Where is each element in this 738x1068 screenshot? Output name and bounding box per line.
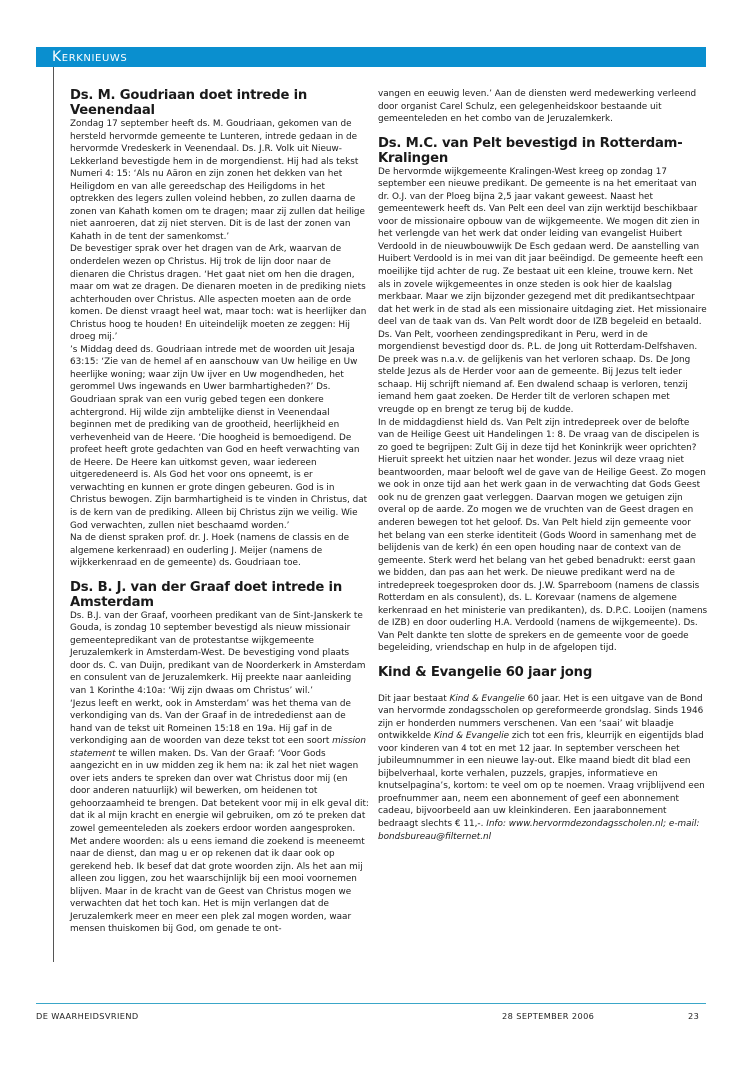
footer-date: 28 SEPTEMBER 2006 [502, 1011, 595, 1021]
article-paragraph: ’s Middag deed ds. Goudriaan intrede met de woorden uit Jesaja 63:15: ‘Zie van de hemel af en aanschouw van Uw heilige en Uw heerlijke woning; waar zijn Uw ijver en Uw mogendheden, het gerommel Uws ingewands en Uwer barmhartigheden?’ Ds. Goudriaan sprak van een vurig gebed tegen een donkere achtergrond. Hij wilde zijn ambtelijke dienst in Veenendaal beginnen met de prediking van de grootheid, heerlijkheid en verhevenheid van de Heere. ‘Die hoogheid is bemoedigend. De profeet heeft grote gedachten van God en heeft verwachting van de Heere. De Heere kan uitkomst geven, waar iedereen uitgeredeneerd is. Als God het voor ons opneemt, is er verwachting en kunnen er grote dingen gebeuren. God is in Christus bewogen. Zijn barmhartigheid is te vinden in Christus, dat is de kern van de prediking. Alleen bij Christus zijn we veilig. Wie God verwachten, zullen niet beschaamd worden.’ [70, 344, 368, 531]
article-text: te willen maken. Ds. Van der Graaf: ‘Voor Gods aangezicht en in uw midden zeg ik hem na: ik zal het niet wagen over iets anders te spreken dan over wat Christus door mij (en door anderen natuurlijk) wil bewerken, om heidenen tot gehoorzaamheid te brengen. Dat betekent voor mij in elk geval dit: dat ik al mijn kracht en energie wil gebruiken, om zó te preken dat zowel gemeenteleden als zoekers erdoor worden aangesproken. Met andere woorden: als u eens iemand die zoekend is meeneemt naar de dienst, dan mag u er op rekenen dat ik daar ook op gerekend heb. Ik besef dat dat grote woorden zijn. Als het aan mij alleen zou liggen, zou het waarschijnlijk bij een mooi voornemen blijven. Maar in de kracht van de Geest van Christus mogen we verwachten dat het toch kan. Het is mijn verlangen dat de Jeruzalemkerk meer en meer een plek zal mogen worden, waar mensen thuiskomen bij God, om genade te ont- [70, 748, 369, 935]
article-goudriaan [70, 88, 370, 570]
article-van-pelt [378, 136, 708, 655]
article-paragraph: Zondag 17 september heeft ds. M. Goudriaan, gekomen van de hersteld hervormde gemeente te Lunteren, intrede gedaan in de hervormde Vredeskerk in Veenendaal. Ds. J.R. Volk uit Nieuw-Lekkerland bevestigde hem in de morgendienst. Hij had als tekst Numeri 4: 15: ‘Als nu Aäron en zijn zonen het dekken van het Heiligdom en van alle gereedschap des Heiligdoms in het optrekken des legers zullen voleind hebben, zo zullen daarna de zonen van Kahath komen om te dragen; maar zij zullen dat heilige niet aanroeren, dat zij niet sterven. Dit is de last der zonen van Kahath in de tent der samenkomst.’ [70, 119, 365, 242]
article-text: ‘Jezus leeft en werkt, ook in Amsterdam’ was het thema van de verkondiging van ds. Van der Graaf in de intrededienst aan de hand van de tekst uit Romeinen 15:18 en 19a. Hij gaf in de verkondiging aan de woorden van deze tekst tot een soort [70, 698, 351, 747]
article-title: Kind & Evangelie 60 jaar jong [378, 664, 593, 680]
article-title: Ds. B. J. van der Graaf doet intrede in Amsterdam [70, 579, 343, 610]
page-number: 23 [688, 1011, 700, 1021]
article-paragraph: In de middagdienst hield ds. Van Pelt zijn intredepreek over de belofte van de Heilige Geest uit Handelingen 1: 8. De vraag van de discipelen is zo goed te begrijpen: Zult Gij in deze tijd het Koninkrijk weer oprichten? Hieruit spreekt het uitzien naar het wonder. Jezus wil deze vraag niet beantwoorden, maar belooft wel de gave van de Heilige Geest. Zo mogen we ook in onze tijd aan het werk gaan in de verwachting dat Gods Geest ook nu de grenzen gaat verleggen. Daarvan mogen we getuigen zijn overal op de aarde. Zo mogen we de vruchten van de Geest dragen en anderen bewegen tot het geloof. Ds. Van Pelt hield zijn gemeente voor het belang van een sterke identiteit (Gods Woord in samenhang met de belijdenis van de kerk) én een open houding naar de context van de gemeente. Sterk werd het belang van het gebed benadrukt: eerst gaan we bidden, dan pas aan het werk. De nieuwe predikant werd na de intredepreek toegesproken door ds. J.W. Sparreboom (namens de classis Rotterdam en als consulent), ds. L. Korevaar (namens de algemene kerkenraad en het ministerie van predikanten), ds. D.P.C. Looijen (namens de IZB) en door ouderling H.A. Verdoold (namens de wijkgemeente). Ds. Van Pelt dankte ten slotte de sprekers en de gemeente voor de goede begeleiding, vriendschap en hulp in de afgelopen tijd. [378, 417, 708, 654]
section-header-bar [36, 47, 706, 67]
article-paragraph: Ds. B.J. van der Graaf, voorheen predikant van de Sint-Janskerk te Gouda, is zondag 10 september bevestigd als nieuw missionair gemeentepredikant van de protestantse wijkgemeente Jeruzalemkerk in Amsterdam-West. De bevestiging vond plaats door ds. C. van Duijn, predikant van de Noorderkerk in Amsterdam en consulent van de Jeruzalemkerk. Hij preekte naar aanleiding van 1 Korinthe 4:10a: ‘Wij zijn dwaas om Christus’ wil.’ [70, 610, 366, 696]
article-paragraph: De bevestiger sprak over het dragen van de Ark, waarvan de onderdelen wezen op Christus. Hij trok de lijn door naar de dienaren die Christus dragen. ‘Het gaat niet om hen die dragen, maar om wat ze dragen. De dienaren moeten in de prediking niets achterhouden over Christus. Alle aspecten moeten aan de orde komen. De dienst vraagt heel wat, maar toch: wat is heerlijker dan Christus hoog te houden! En uiteindelijk moeten ze zeggen: Hij droeg mij.’ [70, 244, 367, 343]
article-title: Ds. M. Goudriaan doet intrede in Veenendaal [70, 88, 308, 118]
article-continuation: vangen en eeuwig leven.’ Aan de diensten werd medewerking verleend door organist Carel Schulz, een gelegenheidskoor bestaande uit gemeenteleden en het combo van de Jeruzalemkerk. [378, 89, 697, 125]
column-divider-rule [53, 67, 54, 962]
article-van-der-graaf [70, 580, 370, 936]
article-text: 60 jaar. Het is een uitgave van de Bond van hervormde zondagsscholen op gereformeerde grondslag. Sinds 1946 zijn er honderden nummers verschenen. Van een ‘saai’ wit blaadje ontwikkelde [378, 693, 704, 742]
article-text: zich tot een fris, kleurrijk en eigentijds blad voor kinderen van 4 tot en met 12 jaar. In september verscheen het jubileumnummer in een nieuwe lay-out. Elke maand biedt dit blad een bijbelverhaal, korte verhalen, puzzels, grapjes, informatieve en knutselpagina’s, kortom: te veel om op te noemen. Vraag vrijblijvend een proefnummer aan, neem een abonnement of geef een abonnement cadeau, bijvoorbeeld aan uw kleinkinderen. Een jaarabonnement bedraagt slechts € 11,-. [378, 731, 705, 829]
section-title: Kerknieuws [52, 49, 128, 65]
publication-name: Kind & Evangelie [433, 731, 510, 742]
article-kind-evangelie [378, 665, 708, 843]
article-paragraph: De hervormde wijkgemeente Kralingen-West kreeg op zondag 17 september een nieuwe predikant. De gemeente is na het emeritaat van dr. O.J. van der Ploeg bijna 2,5 jaar vakant geweest. Naast het gemeentewerk heeft ds. Van Pelt een deel van zijn werktijd beschikbaar voor de missionaire opbouw van de wijkgemeente. We mogen dit zien in het verlengde van het werk dat onder leiding van evangelist Huibert Verdoold in de nieuwbouwwijk De Esch gedaan werd. De aanstelling van Huibert Verdoold is in mei van dit jaar beëindigd. De gemeente heeft een moeilijke tijd achter de rug. Ze bestaat uit een kleine, trouwe kern. Net als in zovele wijkgemeentes in onze steden is ook hier de kaalslag merkbaar. Maar we zijn bijzonder gezegend met dit predikantsechtpaar dat het werk in de stad als een missionaire uitdaging ziet. Het missionaire deel van de taak van ds. Van Pelt wordt door de IZB begeleid en betaald. [378, 166, 707, 328]
publication-name: Kind & Evangelie [449, 693, 525, 704]
italic-term: mission statement [70, 736, 366, 759]
left-column [70, 88, 370, 936]
contact-info: Info: www.hervormdezondagsscholen.nl; e-mail: bondsbureau@filternet.nl [378, 818, 700, 842]
article-paragraph [378, 680, 708, 843]
article-paragraph: Na de dienst spraken prof. dr. J. Hoek (namens de classis en de algemene kerkenraad) en ouderling J. Meijer (namens de wijkkerkenraad en de gemeente) ds. Goudriaan toe. [70, 533, 350, 569]
article-paragraph: Ds. Van Pelt, voorheen zendingspredikant in Peru, werd in de morgendienst bevestigd door ds. P.L. de Jong uit Rotterdam-Delfshaven. De preek was n.a.v. de gelijkenis van het verloren schaap. Ds. De Jong stelde Jezus als de Herder voor aan de gemeente. Bij Jezus telt ieder schaap. Hij schrijft niemand af. Een dwalend schaap is verloren, tenzij iemand hem gaat zoeken. De Herder tilt de verloren schapen met vreugde op en brengt ze terug bij de kudde. [378, 329, 698, 416]
article-paragraph [70, 698, 370, 936]
article-title: Ds. M.C. van Pelt bevestigd in Rotterdam-Kralingen [378, 135, 683, 166]
footer-rule [36, 1003, 706, 1004]
right-column [378, 88, 708, 843]
article-text: Dit jaar bestaat [378, 693, 450, 704]
footer-publication: DE WAARHEIDSVRIEND [36, 1011, 139, 1021]
